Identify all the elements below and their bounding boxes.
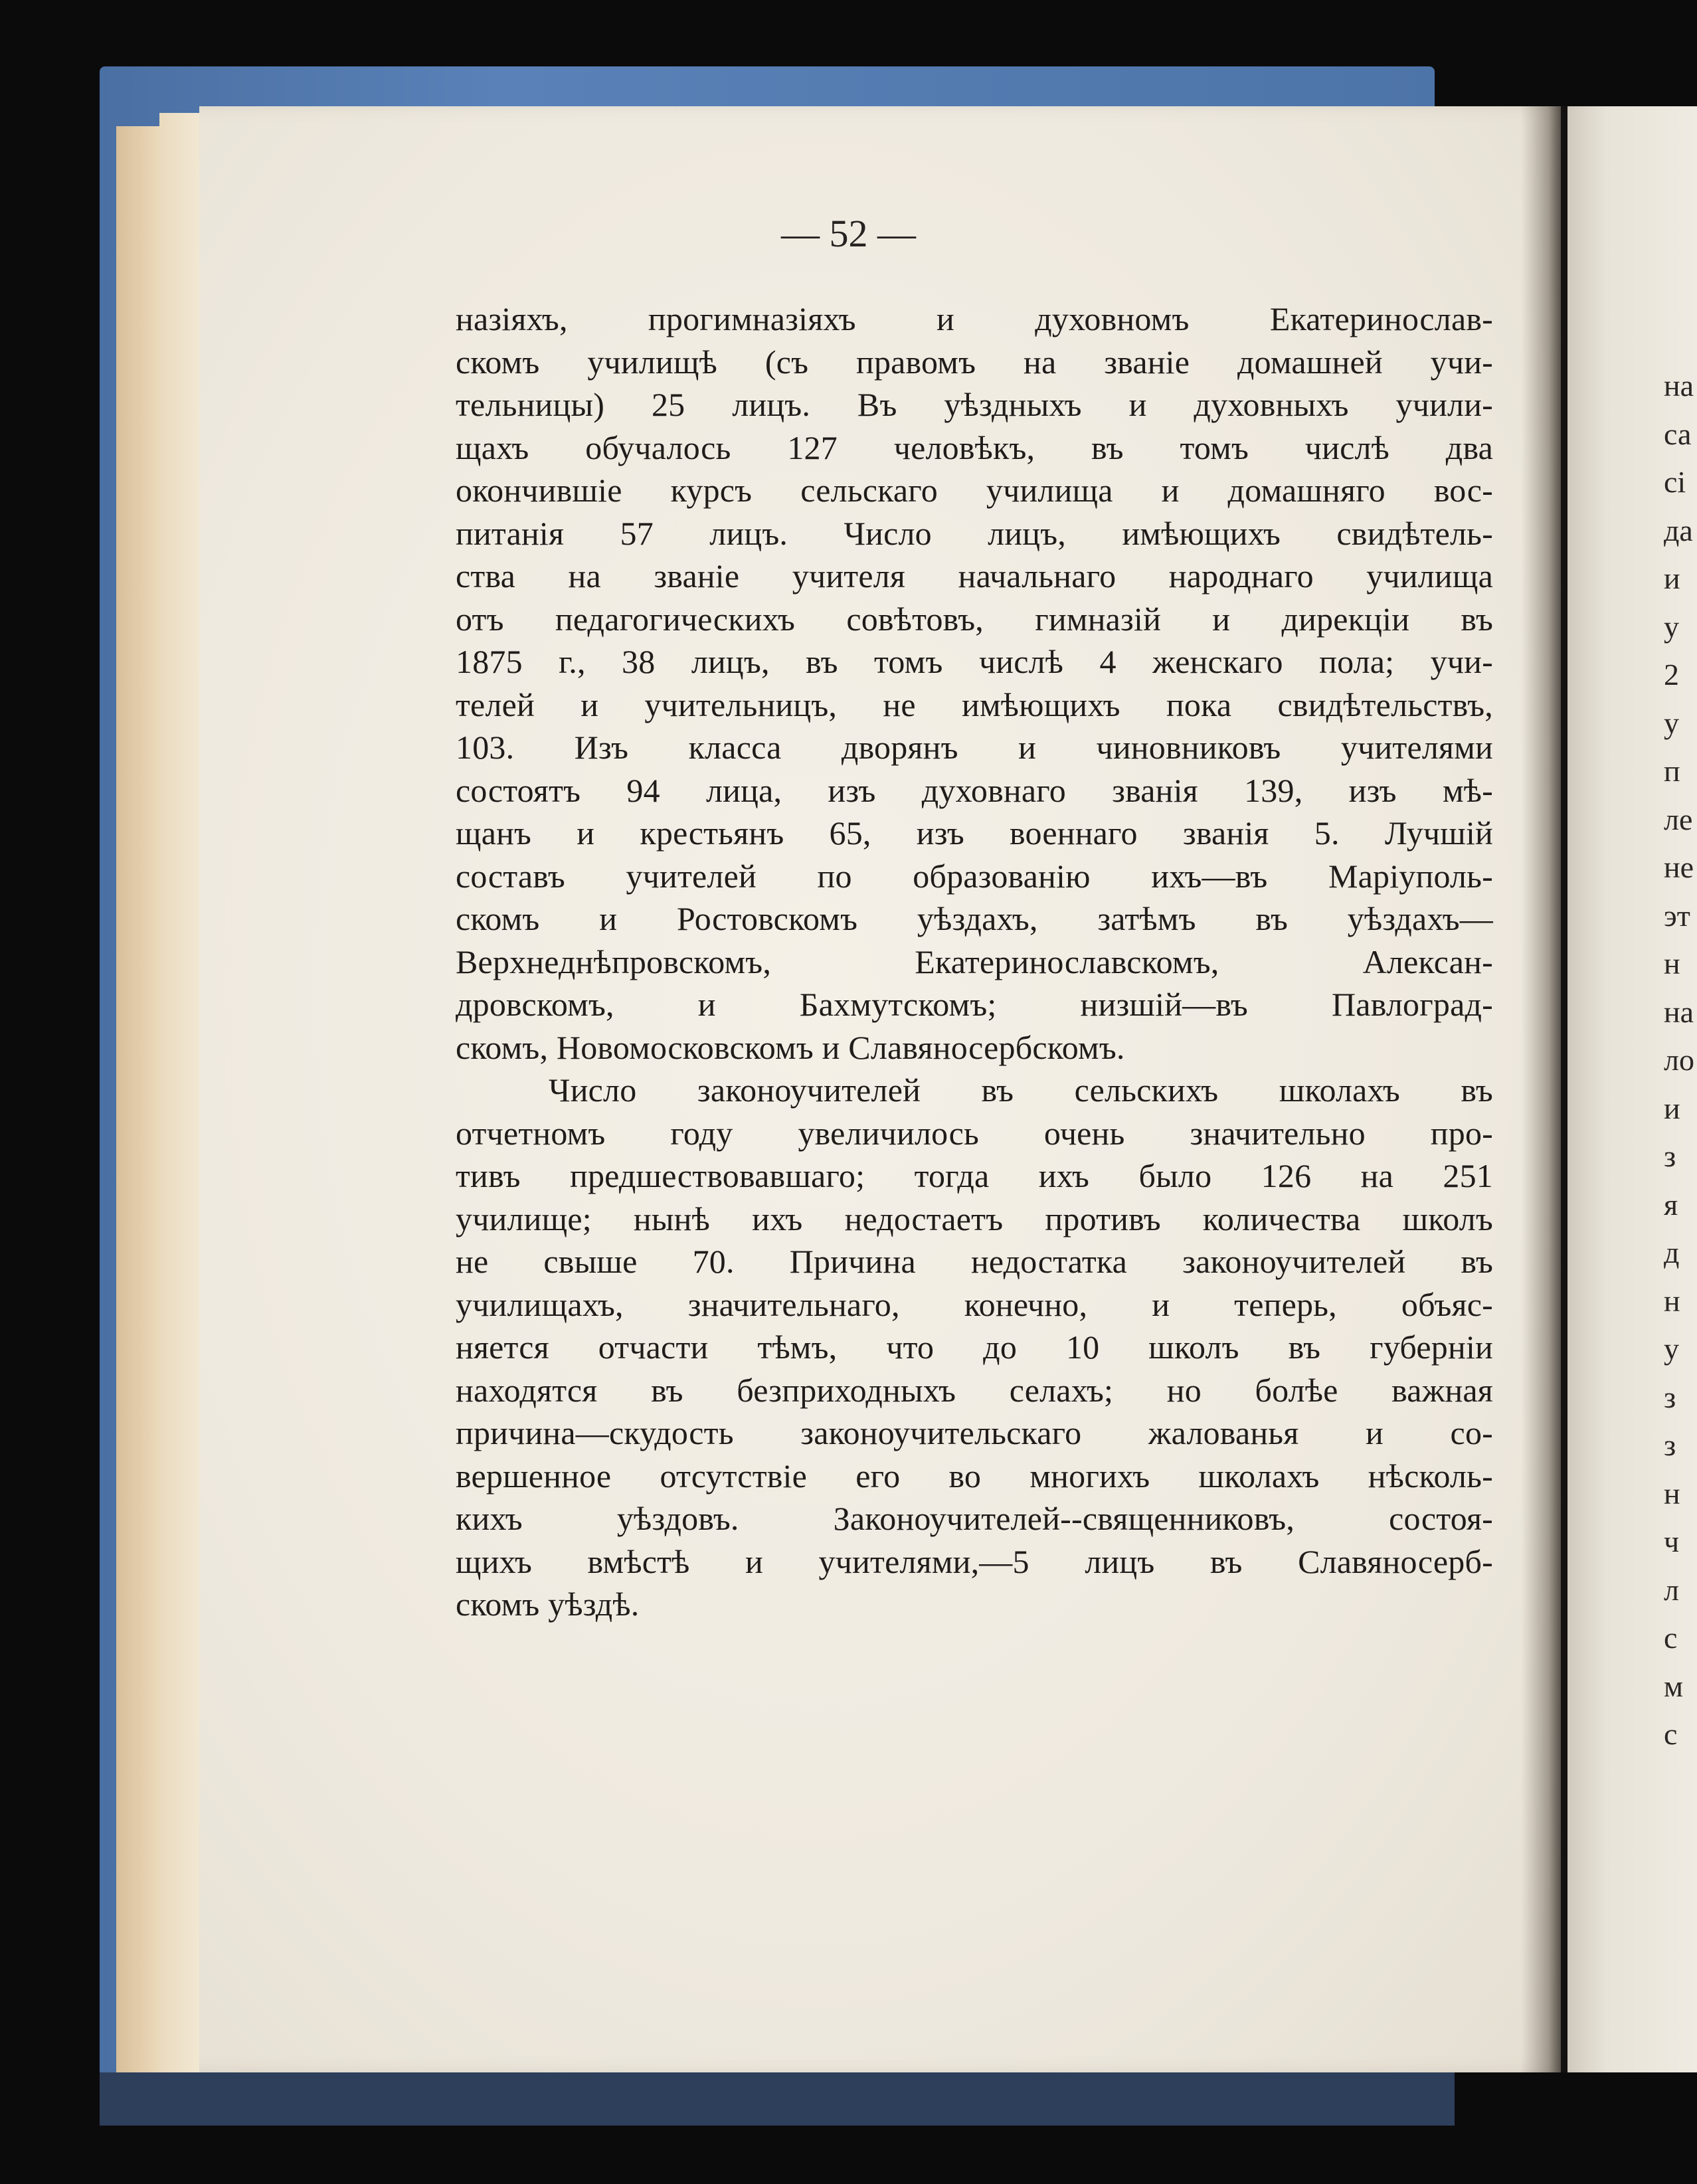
page-gutter — [1521, 106, 1567, 2072]
facing-fragment: я — [1664, 1187, 1678, 1222]
text-line: тельницы) 25 лицъ. Въ уѣздныхъ и духовныхъ учили- — [456, 386, 1493, 423]
facing-fragment: н — [1664, 947, 1680, 980]
text-line: находятся въ безприходныхъ селахъ; но болѣе важная — [456, 1371, 1493, 1409]
facing-fragment: на — [1664, 994, 1694, 1029]
facing-fragment: м — [1664, 1669, 1684, 1703]
text-line: окончившіе курсъ сельскаго училища и домашняго вос- — [456, 472, 1493, 509]
facing-fragment: эт — [1664, 898, 1690, 933]
facing-fragment: и — [1664, 1091, 1680, 1125]
facing-fragment: 2 — [1664, 658, 1679, 691]
facing-fragment: ло — [1664, 1043, 1694, 1077]
facing-fragment: л — [1664, 1572, 1679, 1607]
facing-fragment: с — [1664, 1621, 1678, 1655]
text-line: щахъ обучалось 127 человѣкъ, въ томъ числѣ два — [456, 428, 1493, 466]
text-line: назіяхъ, прогимназіяхъ и духовномъ Екатеринослав- — [456, 300, 1493, 337]
page-number — [0, 211, 1697, 256]
text-line: 103. Изъ класса дворянъ и чиновниковъ учителями — [456, 729, 1493, 766]
facing-fragment: ч — [1664, 1524, 1680, 1558]
text-line: причина—скудость законоучительскаго жалованья и со- — [456, 1414, 1493, 1451]
text-line: 1875 г., 38 лицъ, въ томъ числѣ 4 женскаго пола; учи- — [456, 643, 1493, 680]
facing-fragment: у — [1664, 609, 1679, 644]
facing-fragment: з — [1664, 1428, 1676, 1462]
facing-fragment: не — [1664, 850, 1694, 884]
facing-fragment: и — [1664, 561, 1680, 595]
text-line: питанія 57 лицъ. Число лицъ, имѣющихъ свидѣтель- — [456, 514, 1493, 552]
facing-fragment: н — [1664, 1283, 1680, 1318]
text-line: Верхнеднѣпровскомъ, Екатеринославскомъ, Алексан- — [456, 943, 1493, 980]
text-line: вершенное отсутствіе его во многихъ школахъ нѣсколь- — [456, 1457, 1493, 1495]
facing-fragment: да — [1664, 513, 1693, 547]
page-number-text: — 52 — — [781, 212, 916, 255]
text-line: состоятъ 94 лица, изъ духовнаго званія 139, изъ мѣ- — [456, 771, 1493, 809]
facing-fragment: п — [1664, 754, 1680, 788]
text-line: училище; нынѣ ихъ недостаетъ противъ количества школъ — [456, 1200, 1493, 1237]
text-line: телей и учительницъ, не имѣющихъ пока свидѣтельствъ, — [456, 685, 1493, 723]
text-line: училищахъ, значительнаго, конечно, и теперь, объяс- — [456, 1285, 1493, 1323]
text-line: скомъ уѣздѣ. — [456, 1586, 640, 1623]
text-line: составъ учителей по образованію ихъ—въ Маріуполь- — [456, 857, 1493, 895]
text-line: тивъ предшествовавшаго; тогда ихъ было 126 на 251 — [456, 1157, 1493, 1194]
text-line: ства на званіе учителя начальнаго народнаго училища — [456, 557, 1493, 594]
text-line: няется отчасти тѣмъ, что до 10 школъ въ губерніи — [456, 1328, 1493, 1366]
facing-fragment: са — [1664, 416, 1692, 451]
text-line: Число законоучителей въ сельскихъ школахъ въ — [549, 1071, 1493, 1109]
facing-fragment: у — [1664, 705, 1679, 740]
text-line: не свыше 70. Причина недостатка законоучителей въ — [456, 1243, 1493, 1280]
facing-fragment: ле — [1664, 802, 1693, 836]
text-line: скомъ, Новомосковскомъ и Славяносербскомъ. — [456, 1028, 1125, 1066]
facing-fragment: з — [1664, 1380, 1676, 1414]
facing-fragment: на — [1664, 369, 1694, 403]
cover-edge — [100, 2072, 1455, 2126]
text-line: кихъ уѣздовъ. Законоучителей--священниковъ, состоя- — [456, 1500, 1493, 1537]
text-line: щанъ и крестьянъ 65, изъ военнаго званія 5. Лучшій — [456, 814, 1493, 852]
facing-fragment: н — [1664, 1476, 1680, 1510]
text-line: скомъ и Ростовскомъ уѣздахъ, затѣмъ въ уѣздахъ— — [456, 900, 1493, 937]
facing-fragment: у — [1664, 1332, 1679, 1366]
facing-page-text — [1664, 362, 1697, 1759]
text-line: щихъ вмѣстѣ и учителями,—5 лицъ въ Славяносерб- — [456, 1542, 1493, 1580]
text-line: отъ педагогическихъ совѣтовъ, гимназій и дирекціи въ — [456, 600, 1493, 638]
facing-fragment: сі — [1664, 465, 1686, 499]
text-line: дровскомъ, и Бахмутскомъ; низшій—въ Павлоград- — [456, 986, 1493, 1023]
text-line: скомъ училищѣ (съ правомъ на званіе домашней учи- — [456, 343, 1493, 381]
facing-fragment: с — [1664, 1717, 1678, 1751]
facing-fragment: д — [1664, 1235, 1680, 1269]
text-line: отчетномъ году увеличилось очень значительно про- — [456, 1114, 1493, 1152]
page-body-text — [456, 298, 1493, 1626]
facing-fragment: з — [1664, 1139, 1676, 1173]
